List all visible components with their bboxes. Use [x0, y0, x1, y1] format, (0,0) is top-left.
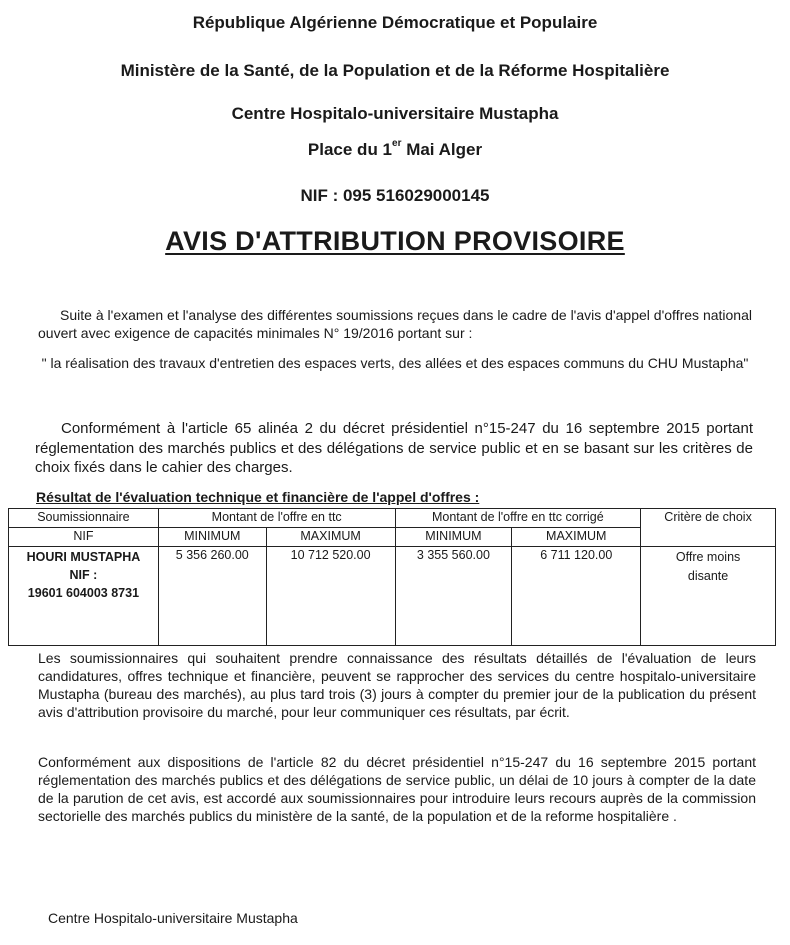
consultation-paragraph: Les soumissionnaires qui souhaitent prendre connaissance des résultats détaillés de l'évaluation de leurs candidatures, offres technique et financière, peuvent se rapprocher des services du centre hospitalo-universitaire Mustapha (bureau des marchés), au plus tard trois (3) jours à compter du premier jour de la publication du présent avis d'attribution provisoire du marché, pour leur communiquer ces résultats, par écrit.: [38, 650, 756, 720]
bidder-nif: 19601 604003 8731: [27, 586, 140, 600]
header-criterion: Critère de choix: [641, 509, 776, 547]
header-republic: République Algérienne Démocratique et Populaire: [192, 13, 598, 32]
address-part-1: Place du 1: [307, 140, 393, 159]
document-title: [0, 226, 790, 257]
header-min: MINIMUM: [158, 528, 266, 547]
table-row: [9, 547, 776, 646]
header-amount-corrected: Montant de l'offre en ttc corrigé: [395, 509, 641, 528]
appeal-paragraph: Conformément aux dispositions de l'article 82 du décret présidentiel n°15-247 du 16 septembre 2015 portant réglementation des marchés publics et des délégations de service public, un délai de 10 jours à compter de la date de la parution de cet avis, est accordé aux soumissionnaires pour introduire leurs recours auprès de la commission sectorielle des marchés publics du ministère de la santé, de la population et de la reforme hospitalière .: [38, 754, 756, 824]
header-ministry: Ministère de la Santé, de la Population et de la Réforme Hospitalière: [120, 61, 670, 80]
legal-basis-paragraph: [35, 419, 753, 478]
footer-signature: Centre Hospitalo-universitaire Mustapha: [48, 910, 298, 926]
header-bidder: Soumissionnaire: [9, 509, 159, 528]
bidder-nif-label: NIF :: [69, 568, 98, 582]
amount-max-corrected: 6 711 120.00: [512, 547, 641, 646]
table-header-row: [9, 509, 776, 528]
selection-criterion: Offre moins disante: [641, 547, 776, 646]
address-part-2: Mai Alger: [401, 140, 483, 159]
amount-max: 10 712 520.00: [266, 547, 395, 646]
header-address: [0, 140, 790, 160]
header-max-corrected: MAXIMUM: [512, 528, 641, 547]
header-max: MAXIMUM: [266, 528, 395, 547]
header-min-corrected: MINIMUM: [395, 528, 512, 547]
amount-min: 5 356 260.00: [158, 547, 266, 646]
bidder-cell: [9, 547, 159, 646]
results-table: [8, 508, 776, 646]
result-heading: Résultat de l'évaluation technique et financière de l'appel d'offres :: [36, 489, 480, 505]
legal-basis-text: Conformément à l'article 65 alinéa 2 du décret présidentiel n°15-247 du 16 septembre 2015 portant réglementation des marchés publics et des délégations de service public et en se basant sur les critères de choix fixés dans le cahier des charges.: [35, 420, 753, 476]
header-hospital: Centre Hospitalo-universitaire Mustapha: [231, 104, 559, 123]
contract-object: " la réalisation des travaux d'entretien des espaces verts, des allées et des espaces communs du CHU Mustapha": [41, 355, 749, 371]
title-text: AVIS D'ATTRIBUTION PROVISOIRE: [165, 226, 625, 256]
intro-text: Suite à l'examen et l'analyse des différentes soumissions reçues dans le cadre de l'avis d'appel d'offres national ouvert avec exigence de capacités minimales N° 19/2016 portant sur :: [38, 307, 752, 341]
header-nif: NIF : 095 516029000145: [300, 186, 490, 205]
address-superscript: er: [392, 138, 402, 149]
bidder-name: HOURI MUSTAPHA: [26, 550, 141, 564]
header-amount: Montant de l'offre en ttc: [158, 509, 395, 528]
amount-min-corrected: 3 355 560.00: [395, 547, 512, 646]
header-nif: NIF: [9, 528, 159, 547]
intro-paragraph: [38, 306, 752, 342]
